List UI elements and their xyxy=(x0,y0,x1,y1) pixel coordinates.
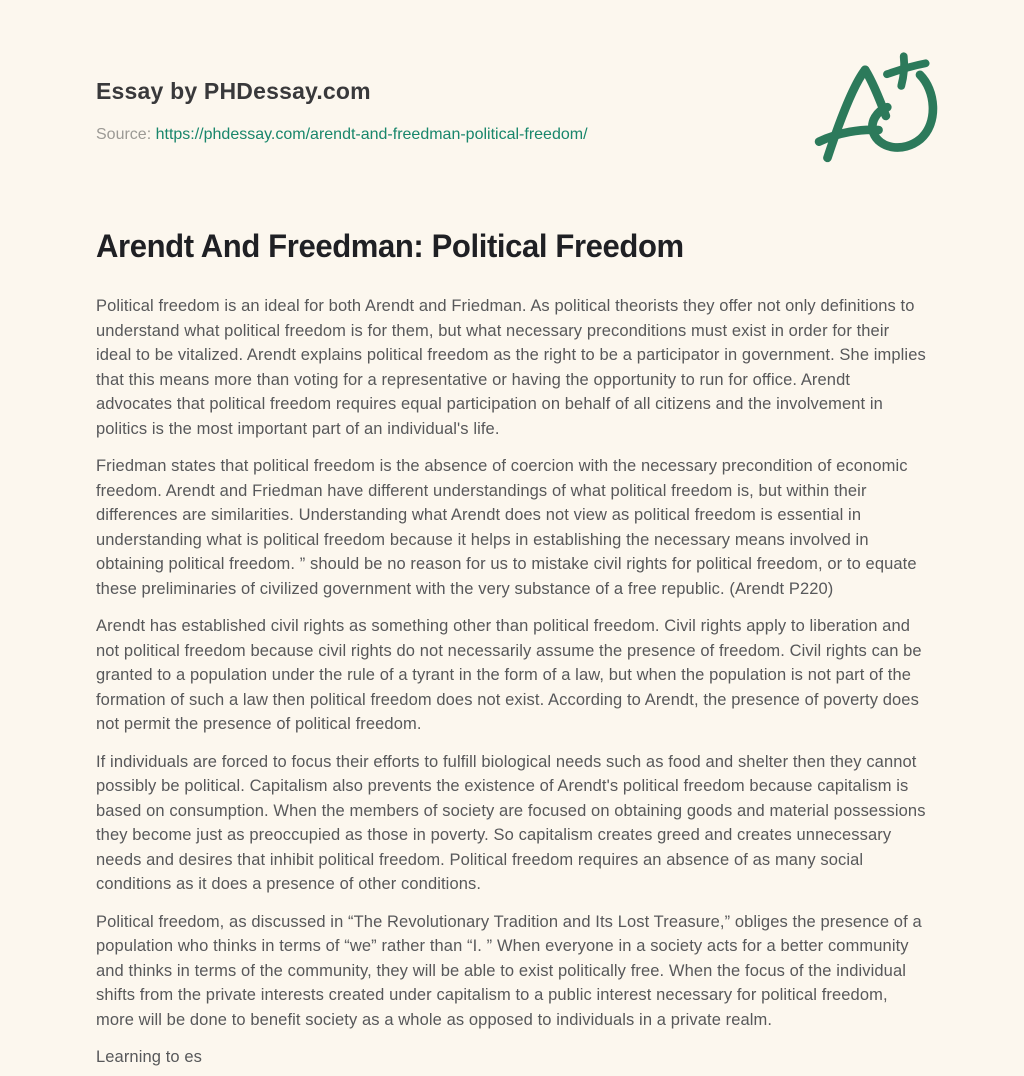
source-url-link[interactable]: https://phdessay.com/arendt-and-freedman-political-freedom/ xyxy=(155,126,588,143)
source-label: Source: xyxy=(96,126,152,143)
essay-paragraph: Arendt has established civil rights as something other than political freedom. Civil rights apply to liberation and not political freedom because civil rights do not necessarily assume the presence of freedom. Civil rights can be granted to a population under the rule of a tyrant in the form of a law, but when the population is not part of the formation of such a law then political freedom does not exist. According to Arendt, the presence of poverty does not permit the presence of political freedom. xyxy=(96,617,922,733)
source-line xyxy=(96,126,928,144)
site-title: Essay by PHDessay.com xyxy=(96,78,371,104)
phdessay-a-plus-logo xyxy=(810,48,944,174)
essay-paragraph: Learning to es xyxy=(96,1048,202,1066)
essay-paragraph: Friedman states that political freedom is the absence of coercion with the necessary precondition of economic freedom. Arendt and Friedman have different understandings of what political freedom is, but within their differences are similarities. Understanding what Arendt does not view as political freedom is essential in understanding what is political freedom because it helps in establishing the necessary means involved in obtaining political freedom. ” should be no reason for us to mistake civil rights for political freedom, or to equate these preliminaries of civilized government with the very substance of a free republic. (Arendt P220) xyxy=(96,457,917,598)
essay-title: Arendt And Freedman: Political Freedom xyxy=(96,228,684,264)
a-plus-logo-icon xyxy=(810,48,944,174)
essay-paragraph: Political freedom, as discussed in “The Revolutionary Tradition and Its Lost Treasure,” obliges the presence of a population who thinks in terms of “we” rather than “I. ” When everyone in a society acts for a better community and thinks in terms of the community, they will be able to exist politically free. When the focus of the individual shifts from the private interests created under capitalism to a public interest necessary for political freedom, more will be done to benefit society as a whole as opposed to individuals in a private realm. xyxy=(96,912,922,1029)
essay-body xyxy=(96,294,928,1070)
essay-paragraph: Political freedom is an ideal for both Arendt and Friedman. As political theorists they offer not only definitions to understand what political freedom is for them, but what necessary preconditions must exist in order for their ideal to be vitalized. Arendt explains political freedom as the right to be a participator in government. She implies that this means more than voting for a representative or having the opportunity to run for office. Arendt advocates that political freedom requires equal participation on behalf of all citizens and the involvement in politics is the most important part of an individual's life. xyxy=(96,297,926,438)
essay-paragraph: If individuals are forced to focus their efforts to fulfill biological needs such as food and shelter then they cannot possibly be political. Capitalism also prevents the existence of Arendt's political freedom because capitalism is based on consumption. When the members of society are focused on obtaining goods and material possessions they become just as preoccupied as those in poverty. So capitalism creates greed and creates unnecessary needs and desires that inhibit political freedom. Political freedom requires an absence of as many social conditions as it does a presence of other conditions. xyxy=(96,752,926,893)
